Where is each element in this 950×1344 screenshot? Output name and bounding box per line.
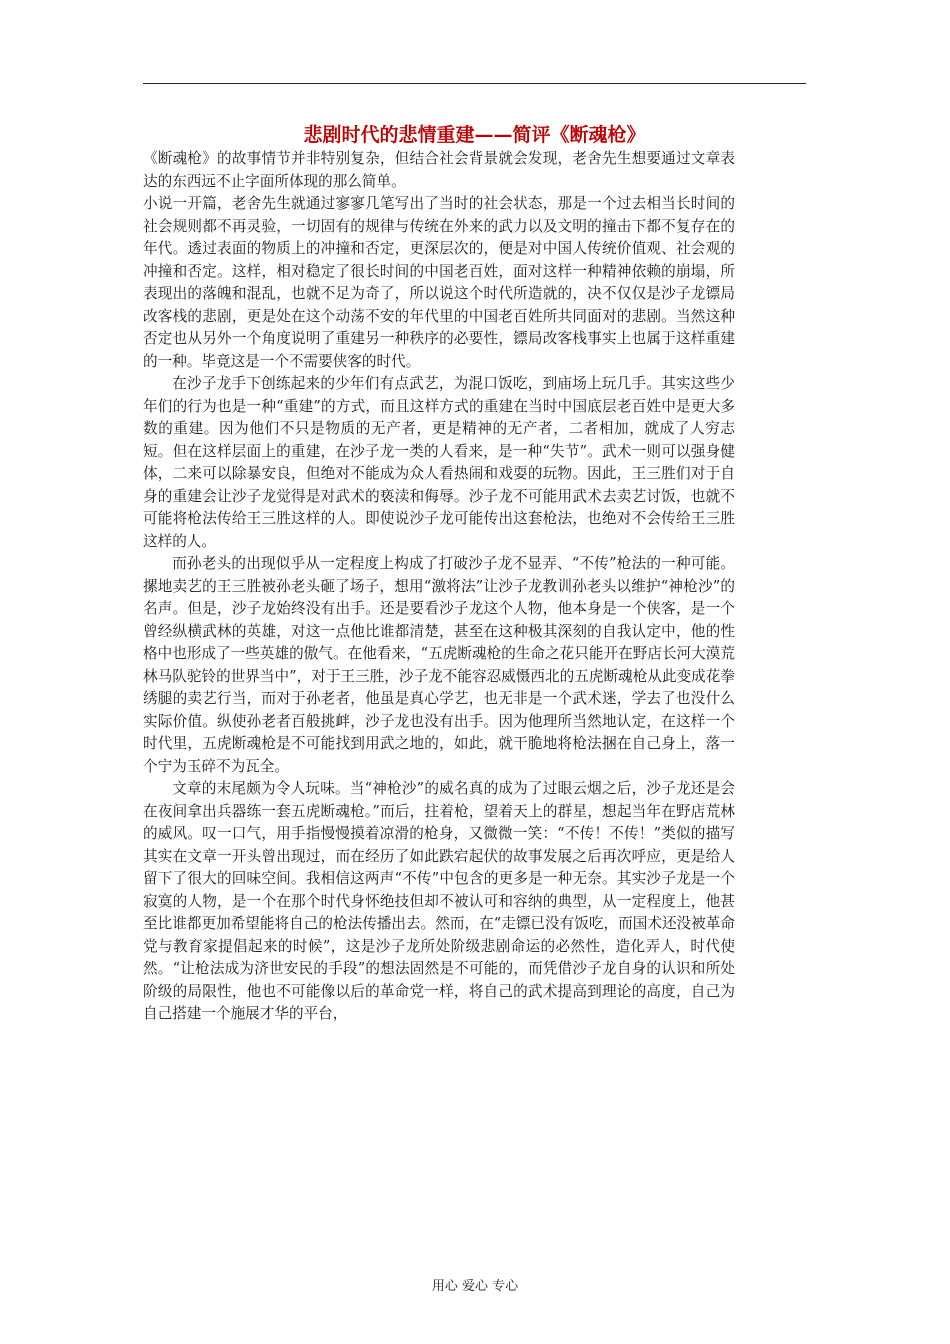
paragraph-3: 在沙子龙手下创练起来的少年们有点武艺，为混口饭吃，到庙场上玩几手。其实这些少年们的行为也是一种“重建”的方式，而且这样方式的重建在当时中国底层老百姓中是更大多数的重建。因为他们不只是物质的无产者，更是精神的无产者，二者相加，就成了人穷志短。但在这样层面上的重建，在沙子龙一类的人看来，是一种“失节”。武术一则可以强身健体，二来可以除暴安良，但绝对不能成为众人看热闹和戏耍的玩物。因此，王三胜们对于自身的重建会让沙子龙觉得是对武术的亵渎和侮辱。沙子龙不可能用武术去卖艺讨饭，也就不可能将枪法传给王三胜这样的人。即使说沙子龙可能传出这套枪法，也绝对不会传给王三胜这样的人。 (143, 375, 735, 550)
header-rule (143, 83, 806, 84)
paragraph-1: 《断魂枪》的故事情节并非特别复杂，但结合社会背景就会发现，老舍先生想要通过文章表达的东西远不止字面所体现的那么简单。 (143, 150, 735, 190)
paragraph-2: 小说一开篇，老舍先生就通过寥寥几笔写出了当时的社会状态，那是一个过去相当长时间的社会规则都不再灵验，一切固有的规律与传统在外来的武力以及文明的撞击下都不复存在的年代。透过表面的物质上的冲撞和否定，更深层次的，便是对中国人传统价值观、社会观的冲撞和否定。这样，相对稳定了很长时间的中国老百姓，面对这样一种精神依赖的崩塌，所表现出的落魄和混乱，也就不足为奇了，所以说这个时代所造就的，决不仅仅是沙子龙镖局改客栈的悲剧，更是处在这个动荡不安的年代里的中国老百姓所共同面对的悲剧。当然这种否定也从另外一个角度说明了重建另一种秩序的必要性，镖局改客栈事实上也属于这样重建的一种。毕竟这是一个不需要侠客的时代。 (143, 195, 735, 370)
article-title: 悲剧时代的悲情重建——简评《断魂枪》 (303, 124, 646, 146)
paragraph-4: 而孙老头的出现似乎从一定程度上构成了打破沙子龙不显弄、“不传”枪法的一种可能。摞地卖艺的王三胜被孙老头砸了场子，想用“激将法”让沙子龙教训孙老头以维护“神枪沙”的名声。但是，沙子龙始终没有出手。还是要看沙子龙这个人物，他本身是一个侠客，是一个曾经纵横武林的英雄，对这一点他比谁都清楚，甚至在这种极其深刻的自我认定中，他的性格中也形成了一些英雄的傲气。在他看来，“五虎断魂枪的生命之花只能开在野店长河大漠荒林马队驼铃的世界当中”，对于王三胜，沙子龙不能容忍威慑西北的五虎断魂枪从此变成花拳绣腿的卖艺行当，而对于孙老者，他虽是真心学艺，也无非是一个武术迷，学去了也没什么实际价值。纵使孙老者百般挑衅，沙子龙也没有出手。因为他理所当然地认定，在这样一个时代里，五虎断魂枪是不可能找到用武之地的，如此，就干脆地将枪法捆在自己身上，落一个宁为玉碎不为瓦全。 (143, 555, 735, 775)
article-body (143, 148, 735, 1026)
page-footer: 用心 爱心 专心 (431, 1279, 519, 1294)
paragraph-5: 文章的末尾颇为令人玩味。当“神枪沙”的威名真的成为了过眼云烟之后，沙子龙还是会在夜间拿出兵器练一套五虎断魂枪。”而后，拄着枪，望着天上的群星，想起当年在野店荒林的威风。叹一口气，用手指慢慢摸着凉滑的枪身，又微微一笑：“不传！不传！”类似的描写其实在文章一开头曾出现过，而在经历了如此跌宕起伏的故事发展之后再次呼应，更是给人留下了很大的回味空间。我相信这两声“不传”中包含的更多是一种无奈。其实沙子龙是一个寂寞的人物，是一个在那个时代身怀绝技但却不被认可和容纳的典型，从一定程度上，他甚至比谁都更加希望能将自己的枪法传播出去。然而，在“走镖已没有饭吃，而国术还没被革命党与教育家提倡起来的时候”，这是沙子龙所处阶级悲剧命运的必然性，造化弄人，时代使然。“让枪法成为济世安民的手段”的想法固然是不可能的，而凭借沙子龙自身的认识和所处阶级的局限性，他也不可能像以后的革命党一样，将自己的武术提高到理论的高度，自己为自己搭建一个施展才华的平台， (143, 780, 735, 1022)
